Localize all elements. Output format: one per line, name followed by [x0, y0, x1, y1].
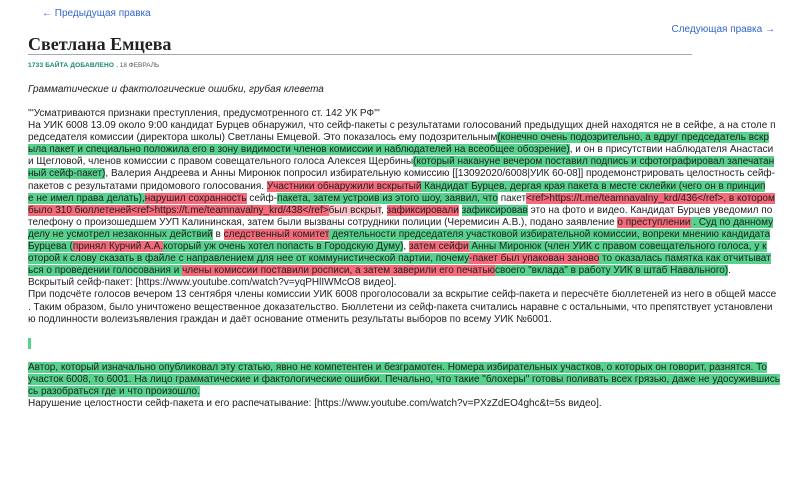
unchanged-text: ю подлинности волеизъявления граждан и даёт основание отменить результаты выборов по всему УИК №6001. [28, 313, 552, 325]
diff-line [28, 277, 788, 289]
removed-text: принял Курчий А.А. [72, 241, 164, 253]
diff-line [28, 314, 788, 326]
bytes-added-label: 1733 БАЙТА ДОБАВЛЕНО [28, 62, 115, 69]
diff-line [28, 217, 788, 229]
diff-line [28, 181, 788, 193]
added-text: Автор, который изначально опубликовал эту статью, явно не компетентен и безграмотен. Номера избирательных участков, о которых он говорит, разнятся. То [28, 361, 767, 373]
unchanged-text: На УИК 6008 13.09 около 9:00 кандидат Бурцев обнаружил, что сейф-пакеты с результатами голосований предыдущих дней находятся не в сейфе, а на столе п [28, 120, 776, 132]
blank-line [28, 350, 788, 362]
diff-line [28, 132, 788, 144]
diff-line [28, 386, 788, 398]
unchanged-text: '''Усматриваются признаки преступления, предусмотренного ст. 142 УК РФ''' [28, 108, 380, 119]
diff-line [28, 253, 788, 265]
diff-line [28, 338, 788, 350]
removed-text: о преступлении [617, 216, 691, 228]
blank-line [28, 326, 788, 338]
unchanged-text: и Щегловой, членов комиссии с правом совещательного голоса Алексея Щербины [28, 156, 414, 168]
added-text: ыла пакет и специально положила его в зону видимости членов комиссии и наблюдателей на всеобщее обозрение) [28, 144, 570, 156]
user-name-heading: Светлана Емцева [28, 34, 172, 54]
added-text: оторой к слову сказать в файле с направлением для нее от коммунистической партии, почему [28, 253, 470, 265]
added-text: то оказалась памятка как отчитыват [599, 253, 771, 265]
added-text: (который накануне вечером поставил подпись и сфотографировал запечатан [413, 156, 775, 168]
diff-body [28, 108, 788, 410]
added-text: участок 6008, то 6001. На лицо грамматические и фактологические ошибки. Печально, что такие "блохеры" готовы поливать всех грязью, даже не удосужившись [28, 374, 780, 386]
edit-meta [28, 62, 159, 69]
added-text: деятельности председателя участковой избирательной комиссии, вопреки мнению кандидата [329, 228, 771, 240]
diff-line [28, 362, 788, 374]
removed-text: Участники обнаружили вскрытый [266, 180, 422, 192]
previous-edit-link[interactable]: ← Предыдущая правка [42, 8, 151, 19]
removed-text: члены комиссии поставили росписи, а затем заверили его печатью [182, 265, 496, 277]
added-text: Анны Миронюк (член УИК с правом совещательного голоса, у к [468, 241, 767, 253]
added-text: (конечно очень подозрительно, а вдруг председатель вскр [497, 132, 769, 144]
diff-line [28, 156, 788, 168]
unchanged-text: пакет [497, 192, 527, 204]
added-text: Кандидат Бурцев, дергая края пакета в месте склейки (чего он в принцип [421, 180, 766, 192]
diff-line [28, 144, 788, 156]
unchanged-text: , и он в присутствии наблюдателя Анастаси [569, 144, 774, 156]
diff-line [28, 398, 788, 410]
unchanged-text: телефону о произошедшем УУП Калининская, затем были вызваны сотрудники полиции (Черемисин А.В.), подано заявление [28, 216, 618, 228]
diff-line [28, 229, 788, 241]
diff-line [28, 374, 788, 386]
removed-text: нарушил сохранность [144, 192, 247, 204]
diff-line [28, 241, 788, 253]
edit-summary: Грамматические и фактологические ошибки, грубая клевета [28, 84, 324, 95]
diff-line [28, 205, 788, 217]
diff-line [28, 193, 788, 205]
added-text: который уж очень хотел попасть в Городскую Думу) [163, 241, 404, 253]
unchanged-text: . [728, 265, 731, 277]
added-text: ься о проведении голосования и [28, 265, 183, 277]
added-text: делу не усмотрел незаконных действий [28, 228, 213, 240]
removed-text-light: был вскрыт [328, 204, 381, 216]
edit-date: , 18 ФЕВРАЛЬ [116, 62, 160, 69]
removed-text: -пакет был упакован заново [469, 253, 600, 265]
unchanged-text: редседателя комиссии (директора школы) Светланы Емцевой. Это показалось ему подозрительным [28, 132, 498, 144]
removed-text: <ref>https://t.me/teamnavalny_krd/436</ref>, в котором [526, 192, 775, 204]
diff-line [28, 108, 788, 120]
unchanged-text: это на фото и видео. Кандидат Бурцев уведомил по [527, 204, 773, 216]
unchanged-text: При подсчёте голосов вечером 13 сентября члены комиссии УИК 6008 проголосовали за вскрытие сейф-пакета и пересчёте бюллетеней из него в общей массе [28, 289, 777, 301]
heading-divider [28, 54, 692, 55]
added-text: зафиксировав [461, 204, 528, 216]
next-edit-link[interactable]: Следующая правка → [671, 24, 775, 35]
diff-line [28, 289, 788, 301]
added-text: . Суд по данному [690, 216, 774, 228]
unchanged-text: Нарушение целостности сейф-пакета и его распечатывание: [https://www.youtube.com/watch?v=PXzZdEO4ghc&t=5s видео]. [28, 398, 602, 410]
removed-text: следственный комитет [223, 228, 330, 240]
diff-line [28, 265, 788, 277]
unchanged-text: сейф- [246, 192, 278, 204]
added-text: ный сейф-пакет) [28, 168, 106, 180]
removed-text: зафиксировали [386, 204, 459, 216]
unchanged-text: Вскрытый сейф-пакет: [https://www.youtube.com/watch?v=yqPHlIWMcO8 видео]. [28, 277, 397, 289]
inserted-marker [28, 338, 31, 349]
unchanged-text: , [380, 204, 387, 216]
unchanged-text: пакетов с результатами придомового голосования. [28, 180, 267, 192]
added-text: пакета, затем устроив из этого шоу, заявил, что [277, 192, 498, 204]
unchanged-text: . Таким образом, было уничтожено вещественное доказательство. Бюллетени из сейф-пакета считались наравне с остальными, что препятствует установлени [28, 301, 773, 313]
diff-line [28, 168, 788, 180]
unchanged-text: в [212, 228, 224, 240]
removed-text: было 310 бюллетеней<ref>https://t.me/teamnavalny_krd/438</ref> [28, 204, 329, 216]
added-text: е не имел права делать), [28, 192, 145, 204]
added-text: сь разобраться где и что произошло. [28, 386, 200, 398]
added-text: Бурцева ( [28, 241, 73, 253]
removed-text: затем сейфи [408, 241, 469, 253]
diff-line [28, 302, 788, 314]
unchanged-text: , [403, 241, 409, 253]
unchanged-text: , Валерия Андреева и Анны Миронюк попросил избирательную комиссию [[13092020/6008|УИК 60-08]] продемонстрировать целостность сейф- [105, 168, 775, 180]
added-text: своего "вклада" в работу УИК в штаб Навального) [495, 265, 729, 277]
diff-line [28, 120, 788, 132]
